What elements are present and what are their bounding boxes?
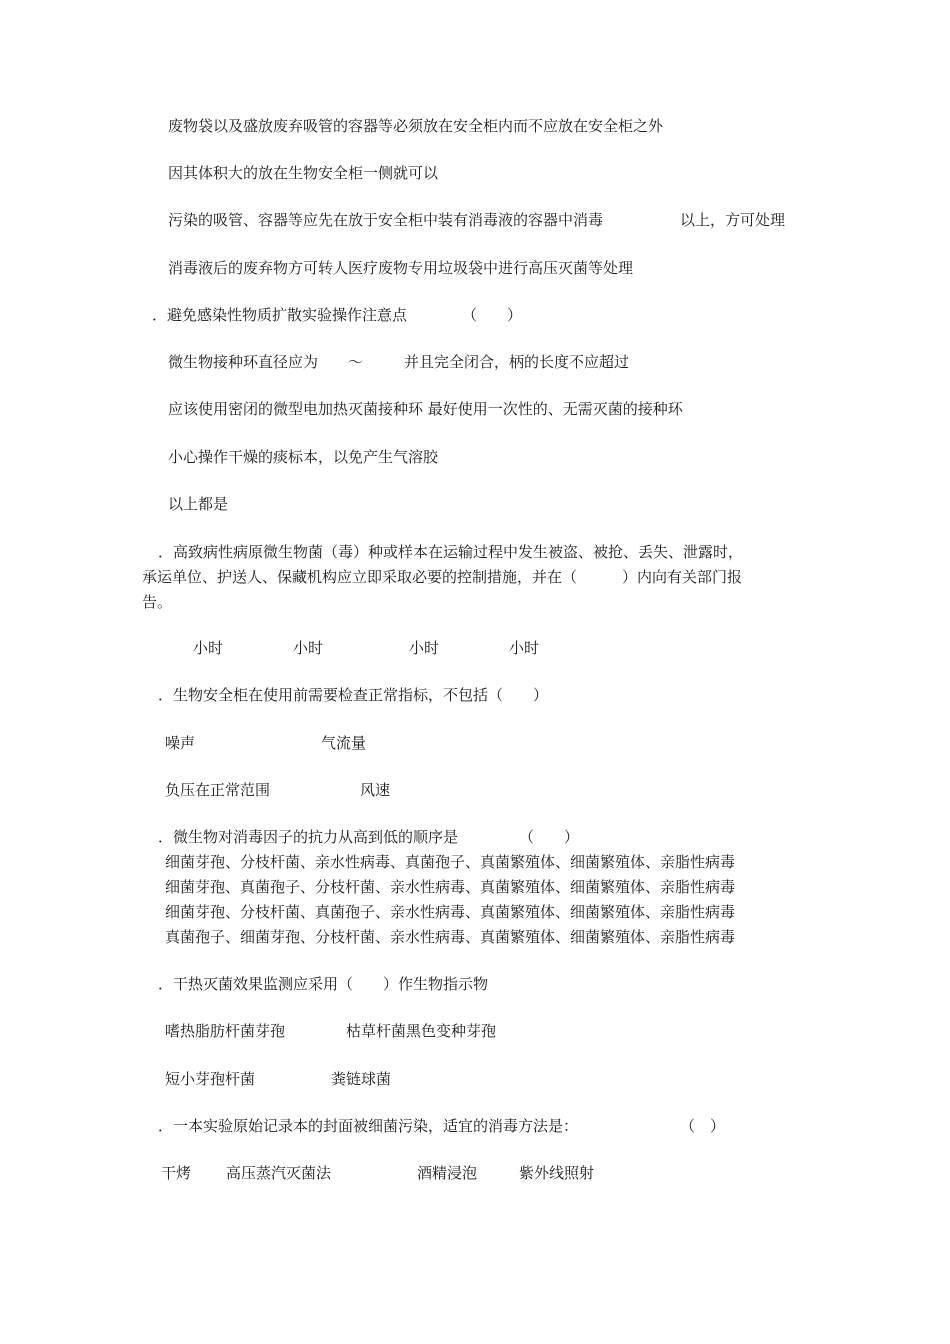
text-line: 废物袋以及盛放废弃吸管的容器等必须放在安全柜内而不应放在安全柜之外 — [168, 117, 664, 135]
option: 细菌芽孢、分枝杆菌、真菌孢子、亲水性病毒、真菌繁殖体、细菌繁殖体、亲脂性病毒 — [165, 903, 736, 921]
option: 粪链球菌 — [331, 1070, 392, 1088]
text-line: 污染的吸管、容器等应先在放于安全柜中装有消毒液的容器中消毒 — [168, 211, 604, 229]
option: 噪声 — [165, 734, 196, 752]
option: 气流量 — [321, 734, 367, 752]
question-stem: ．微生物对消毒因子的抗力从高到低的顺序是 — [158, 828, 459, 846]
option: 细菌芽孢、分枝杆菌、亲水性病毒、真菌孢子、真菌繁殖体、细菌繁殖体、亲脂性病毒 — [165, 853, 736, 871]
answer-paren: （ ） — [519, 828, 580, 846]
text-line: 以上，方可处理 — [680, 211, 786, 229]
option: 风速 — [360, 781, 391, 799]
option: 并且完全闭合，柄的长度不应超过 — [404, 353, 630, 371]
option: 酒精浸泡 — [417, 1164, 478, 1182]
option: 紫外线照射 — [519, 1164, 595, 1182]
option: 干烤 — [161, 1164, 192, 1182]
option: 嗜热脂肪杆菌芽孢 — [165, 1022, 286, 1040]
question-stem: ．干热灭菌效果监测应采用（ ）作生物指示物 — [158, 975, 489, 993]
question-stem: 承运单位、护送人、保藏机构应立即采取必要的控制措施，并在（ ）内向有关部门报 — [142, 568, 743, 586]
text-line: 因其体积大的放在生物安全柜一侧就可以 — [168, 164, 439, 182]
option: 细菌芽孢、真菌孢子、分枝杆菌、亲水性病毒、真菌繁殖体、细菌繁殖体、亲脂性病毒 — [165, 878, 736, 896]
option: 负压在正常范围 — [165, 781, 271, 799]
option: 小时 — [509, 639, 540, 657]
option: 微生物接种环直径应为 — [168, 353, 319, 371]
option: 真菌孢子、细菌芽孢、分枝杆菌、亲水性病毒、真菌繁殖体、细菌繁殖体、亲脂性病毒 — [165, 928, 736, 946]
question-stem: 告。 — [142, 593, 173, 611]
option: 应该使用密闭的微型电加热灭菌接种环 最好使用一次性的、无需灭菌的接种环 — [168, 400, 683, 418]
option: 小时 — [293, 639, 324, 657]
question-stem: ．避免感染性物质扩散实验操作注意点 — [152, 306, 408, 324]
question-stem: ．一本实验原始记录本的封面被细菌污染，适宜的消毒方法是： — [158, 1117, 579, 1135]
option: 高压蒸汽灭菌法 — [226, 1164, 332, 1182]
answer-paren: （ ） — [680, 1117, 726, 1135]
option: 短小芽孢杆菌 — [165, 1070, 256, 1088]
question-stem: ．高致病性病原微生物菌（毒）种或样本在运输过程中发生被盗、被抢、丢失、泄露时， — [158, 543, 744, 561]
answer-paren: （ ） — [462, 306, 523, 324]
option: 以上都是 — [168, 495, 229, 513]
option: 枯草杆菌黑色变种芽孢 — [346, 1022, 497, 1040]
question-stem: ．生物安全柜在使用前需要检查正常指标，不包括（ ） — [158, 686, 549, 704]
text-line: 消毒液后的废弃物方可转人医疗废物专用垃圾袋中进行高压灭菌等处理 — [168, 259, 634, 277]
option: 小时 — [409, 639, 440, 657]
option: 小时 — [193, 639, 224, 657]
option: ～ — [348, 353, 364, 371]
option: 小心操作干燥的痰标本，以免产生气溶胶 — [168, 448, 439, 466]
